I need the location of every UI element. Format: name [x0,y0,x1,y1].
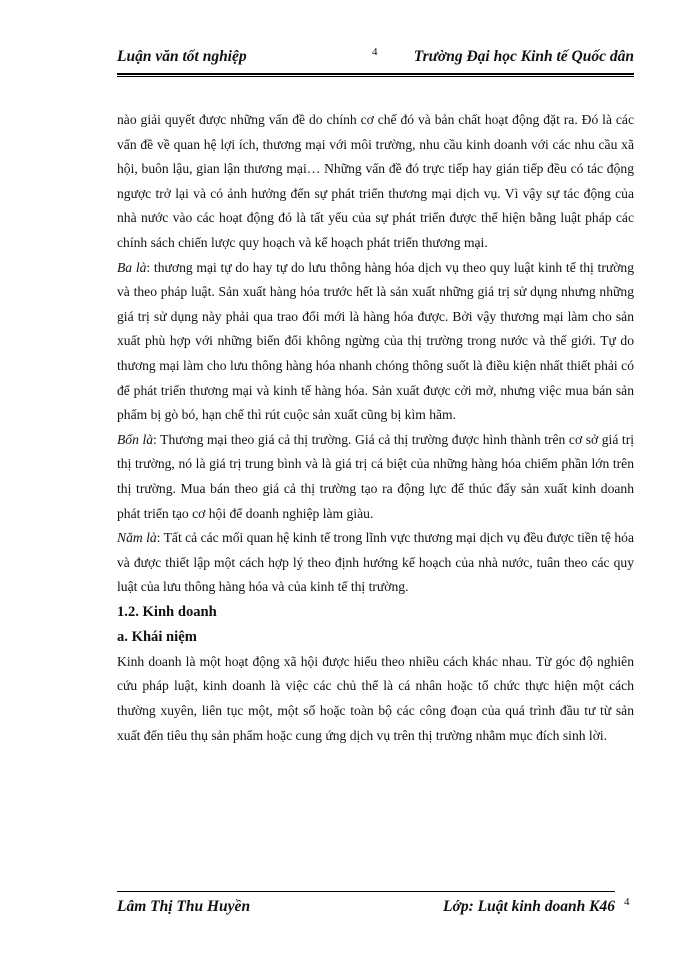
paragraph-1: nào giải quyết được những vấn đề do chính cơ chế đó và bản chất hoạt động đặt ra. Đó là các vấn đề về quan hệ lợi ích, thương mại với môi trường, nhu cầu kinh doanh với các nhu cầu xã hội, buôn lậu, gian lận thương mại… Những vấn đề đó trực tiếp hay gián tiếp đều có tác động ngược trở lại và có ảnh hưởng đến sự phát triển thương mại dịch vụ. Vì vậy sự tác động của nhà nước vào các hoạt động đó là tất yếu của sự phát triển được thể hiện bằng luật pháp các chính sách chiến lược quy hoạch và kế hoạch phát triển thương mại. [117,112,634,250]
paragraph-4 [117,526,634,600]
footer-author: Lâm Thị Thu Huyền [117,898,251,915]
paragraph-4-lead: Năm là [117,530,157,546]
paragraph-5: Kinh doanh là một hoạt động xã hội được hiểu theo nhiều cách khác nhau. Từ góc độ nghiên cứu pháp luật, kinh doanh là việc các chủ thể là cá nhân hoặc tổ chức thực hiện một cách thường xuyên, liên tục một, một số hoặc toàn bộ các công đoạn của quá trình đầu tư từ sản xuất đến tiêu thụ sản phẩm hoặc cung ứng dịch vụ trên thị trường nhằm mục đích sinh lời. [117,653,634,743]
page-footer [117,898,615,920]
footer-rule [117,891,615,892]
paragraph-2-text: : thương mại tự do hay tự do lưu thông hàng hóa dịch vụ theo quy luật kinh tế thị trường và theo pháp luật. Sản xuất hàng hóa trước hết là sản xuất những giá trị sử dụng nhưng những giá trị sử dụng này phải qua trao đổi mới là hàng hóa được. Bởi vậy thương mại làm cho sản xuất phù hợp với những biến đổi không ngừng của thị trường trong nước và thế giới. Tự do thương mại làm cho lưu thông hàng hóa nhanh chóng thông suốt là điều kiện nhất thiết phải có để phát triển thương mại và kinh tế hàng hóa. Sản xuất được cởi mở, nhưng việc mua bán sản phẩm bị gò bó, hạn chế thì rút cuộc sản xuất cũng bị kìm hãm. [117,259,635,423]
page-body [117,108,634,748]
paragraph-3 [117,428,634,526]
paragraph-3-lead: Bốn là [117,431,154,447]
footer-page-number: 4 [624,896,630,908]
header-thesis-title: Luận văn tốt nghiệp [117,48,247,65]
paragraph-2 [117,256,634,428]
page-header [117,48,634,70]
paragraph-3-text: : Thương mại theo giá cả thị trường. Giá cả thị trường được hình thành trên cơ sở giá trị thị trường, nó là giá trị trung bình và là giá trị cá biệt của những hàng hóa chiếm phần lớn trên thị trường. Mua bán theo giá cả thị trường tạo ra động lực để thúc đẩy sản xuất kinh doanh phát triển tạo cơ hội để doanh nghiệp làm giàu. [117,431,635,521]
footer-class: Lớp: Luật kinh doanh K46 [443,898,615,915]
subsection-heading: a. Khái niệm [117,628,197,645]
paragraph-2-lead: Ba là [117,259,147,275]
header-rule [117,73,634,75]
section-heading: 1.2. Kinh doanh [117,603,217,620]
header-university: Trường Đại học Kinh tế Quốc dân [413,48,634,65]
header-rule-thin [117,76,634,77]
paragraph-4-text: : Tất cả các mối quan hệ kinh tế trong lĩnh vực thương mại dịch vụ đều được tiền tệ hóa và được thiết lập một cách hợp lý theo định hướng kế hoạch của nhà nước, tuân theo các quy luật của lưu thông hàng hóa và của kinh tế thị trường. [117,530,634,595]
header-page-number: 4 [372,46,378,58]
